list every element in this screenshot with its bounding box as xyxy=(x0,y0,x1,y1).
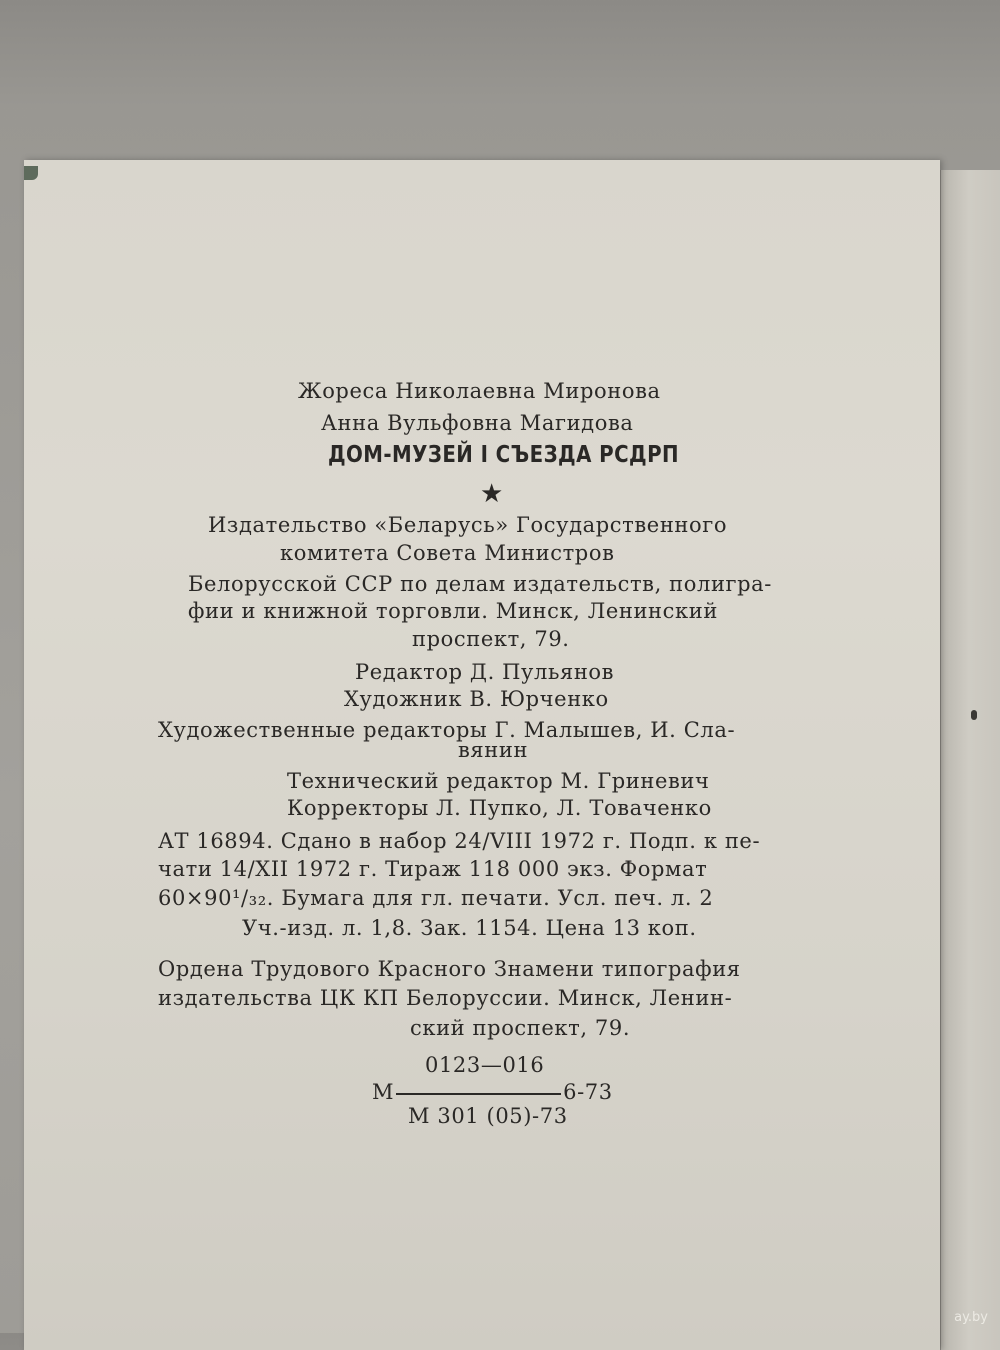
star-icon: ★ xyxy=(480,479,504,509)
code-denominator: М 301 (05)-73 xyxy=(408,1104,568,1128)
printer-line: издательства ЦК КП Белоруссии. Минск, Ленин- xyxy=(158,986,733,1010)
credit-line: Редактор Д. Пульянов xyxy=(355,660,615,684)
publisher-line: проспект, 79. xyxy=(412,627,570,651)
credit-line: Художник В. Юрченко xyxy=(344,687,609,711)
credit-line: Технический редактор М. Гриневич xyxy=(287,769,710,793)
book-title: ДОМ-МУЗЕЙ I СЪЕЗДА РСДРП xyxy=(328,442,679,468)
publisher-line: фии и книжной торговли. Минск, Ленинский xyxy=(188,599,718,623)
imprint-line: чати 14/XII 1972 г. Тираж 118 000 экз. Формат xyxy=(158,857,708,881)
code-prefix: М xyxy=(372,1080,395,1104)
printer-line: ский проспект, 79. xyxy=(410,1016,631,1040)
fraction-bar xyxy=(396,1093,561,1095)
author-line: Анна Вульфовна Магидова xyxy=(321,411,634,435)
page-corner xyxy=(24,166,38,180)
credit-line: Художественные редакторы Г. Малышев, И. Сла- xyxy=(158,718,736,742)
publisher-line: комитета Совета Министров xyxy=(280,541,615,565)
code-fraction xyxy=(372,1079,613,1105)
author-line: Жореса Николаевна Миронова xyxy=(298,379,661,403)
code-suffix: 6-73 xyxy=(563,1080,613,1104)
watermark: ay.by xyxy=(954,1310,988,1325)
imprint-line: АТ 16894. Сдано в набор 24/VIII 1972 г. Подп. к пе- xyxy=(158,829,761,853)
publisher-line: Издательство «Беларусь» Государственного xyxy=(208,513,728,537)
adjacent-page xyxy=(940,170,1000,1350)
printer-line: Ордена Трудового Красного Знамени типография xyxy=(158,957,741,981)
imprint-line: Уч.-изд. л. 1,8. Зак. 1154. Цена 13 коп. xyxy=(242,916,697,940)
credit-line: вянин xyxy=(458,738,529,762)
publisher-line: Белорусской ССР по делам издательств, полигра- xyxy=(188,572,772,596)
imprint-line: 60×90¹/₃₂. Бумага для гл. печати. Усл. печ. л. 2 xyxy=(158,886,714,910)
credit-line: Корректоры Л. Пупко, Л. Товаченко xyxy=(287,796,712,820)
code-numerator: 0123—016 xyxy=(425,1053,545,1077)
page-mark xyxy=(971,710,977,720)
